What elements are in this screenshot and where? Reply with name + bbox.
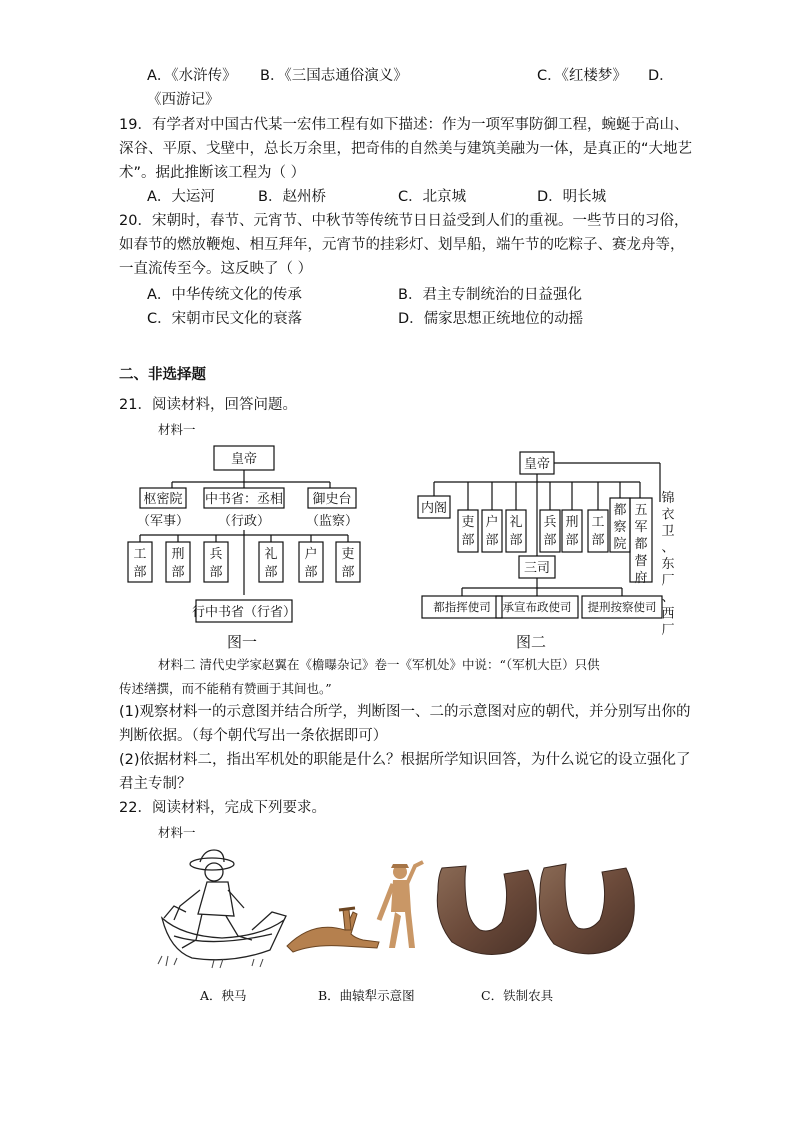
q18-option-d-text: 《西游记》 <box>147 92 220 108</box>
fig2-ministry-2: 礼部 <box>509 515 523 548</box>
q18-option-b: B．《三国志通俗演义》 <box>260 68 408 84</box>
q21-sub2-line-1: (2)依据材料二，指出军机处的职能是什么？根据所学知识回答，为什么说它的设立强化了 <box>119 752 691 768</box>
figure-1-org-chart <box>118 440 380 655</box>
section-heading: 二、非选择题 <box>119 367 206 383</box>
fig2-ministry-4: 刑部 <box>565 515 579 548</box>
caption-b: B．曲辕犁示意图 <box>318 988 415 1003</box>
caption-c: C．铁制农具 <box>481 988 554 1003</box>
q18-option-a: A．《水浒传》 <box>147 68 237 84</box>
fig2-ducha <box>613 502 626 552</box>
fig1-zhongshu-role: （行政） <box>217 514 271 529</box>
fig2-emperor: 皇帝 <box>523 457 551 472</box>
fig2-neige: 内阁 <box>420 501 448 516</box>
fig1-ministry-0: 工部 <box>133 547 147 580</box>
q20-option-d: D．儒家思想正统地位的动摇 <box>398 311 584 327</box>
fig2-caption: 图二 <box>515 633 547 651</box>
fig1-ministry-4: 户部 <box>304 547 318 580</box>
q21-material-2-line-1: 材料二 清代史学家赵翼在《檐曝杂记》卷一《军机处》中说：“（军机大臣）只供 <box>158 657 600 672</box>
fig1-zhongshu: 中书省：丞相 <box>204 492 284 507</box>
fig2-side <box>661 491 674 638</box>
q19-line-3: 术”。据此推断该工程为（ ） <box>119 165 306 181</box>
fig2-wujun-text: 五军都督府 <box>634 503 648 586</box>
fig2-si-1: 承宣布政使司 <box>502 600 572 614</box>
fig1-ministry-5: 吏部 <box>341 547 355 580</box>
fig1-ministry-3: 礼部 <box>264 547 278 580</box>
q22-material-1-label: 材料一 <box>158 825 196 840</box>
fig2-si-2: 提刑按察使司 <box>587 600 657 614</box>
fig2-ministry-1: 户部 <box>485 515 499 548</box>
fig2-side-text: 锦衣卫、东厂、西厂 <box>661 491 675 638</box>
q20-line-1: 20．宋朝时，春节、元宵节、中秋节等传统节日日益受到人们的重视。一些节日的习俗， <box>119 213 689 229</box>
q21-sub1-line-1: (1)观察材料一的示意图并结合所学，判断图一、二的示意图对应的朝代，并分别写出你的 <box>119 704 691 720</box>
q20-option-c: C．宋朝市民文化的衰落 <box>147 311 303 327</box>
q21-material-2-line-2: 传述缮撰，而不能稍有赞画于其间也。” <box>119 681 332 696</box>
fig2-ministry-3: 兵部 <box>543 515 557 548</box>
fig1-shumi-role: （军事） <box>136 514 190 529</box>
q18-option-d-letter: D． <box>648 68 674 84</box>
fig1-yushi: 御史台 <box>312 492 352 507</box>
quyuan-plough-illustration <box>283 860 433 960</box>
fig1-ministry-1: 刑部 <box>171 547 185 580</box>
figure-2-org-chart <box>412 440 680 655</box>
q20-line-3: 一直流传至今。这反映了（ ） <box>119 261 313 277</box>
yangma-illustration <box>152 840 292 975</box>
q21-material-1-label: 材料一 <box>158 422 196 437</box>
q21-sub1-line-2: 判断依据。（每个朝代写出一条依据即可） <box>119 728 388 744</box>
q19-option-c: C．北京城 <box>398 189 467 205</box>
fig1-xingsheng: 行中书省（行省） <box>191 605 297 620</box>
fig2-ministry-5: 工部 <box>591 515 605 548</box>
q19-option-b: B．赵州桥 <box>258 189 326 205</box>
q19-line-1: 19．有学者对中国古代某一宏伟工程有如下描述：作为一项军事防御工程，蜿蜒于高山、 <box>119 117 689 133</box>
q19-option-a: A．大运河 <box>147 189 215 205</box>
q21-sub2-line-2: 君主专制？ <box>119 776 192 792</box>
fig2-wujun <box>634 503 647 586</box>
q20-option-a: A．中华传统文化的传承 <box>147 287 302 303</box>
q20-option-b: B．君主专制统治的日益强化 <box>398 287 582 303</box>
q19-line-2: 深谷、平原、戈壁中，总长万余里，把奇伟的自然美与建筑美融为一体，是真正的“大地艺 <box>119 141 693 157</box>
fig2-sansi: 三司 <box>523 561 551 576</box>
q19-option-d: D．明长城 <box>537 189 607 205</box>
caption-a: A．秧马 <box>200 988 247 1003</box>
q22-stem: 22．阅读材料，完成下列要求。 <box>119 800 326 816</box>
fig1-shumi: 枢密院 <box>143 492 183 507</box>
iron-tools-illustration <box>432 860 638 960</box>
fig1-caption: 图一 <box>226 633 258 651</box>
fig2-ministry-0: 吏部 <box>461 515 475 548</box>
fig2-ducha-text: 都察院 <box>613 503 627 552</box>
q18-option-c: C．《红楼梦》 <box>537 68 627 84</box>
q21-stem: 21．阅读材料，回答问题。 <box>119 397 297 413</box>
fig1-ministry-2: 兵部 <box>209 547 223 580</box>
fig1-emperor: 皇帝 <box>230 452 258 467</box>
fig1-yushi-role: （监察） <box>305 514 359 529</box>
q20-line-2: 如春节的燃放鞭炮、相互拜年，元宵节的挂彩灯、划旱船，端午节的吃粽子、赛龙舟等， <box>119 237 685 253</box>
fig2-si-0: 都指挥使司 <box>433 600 491 614</box>
